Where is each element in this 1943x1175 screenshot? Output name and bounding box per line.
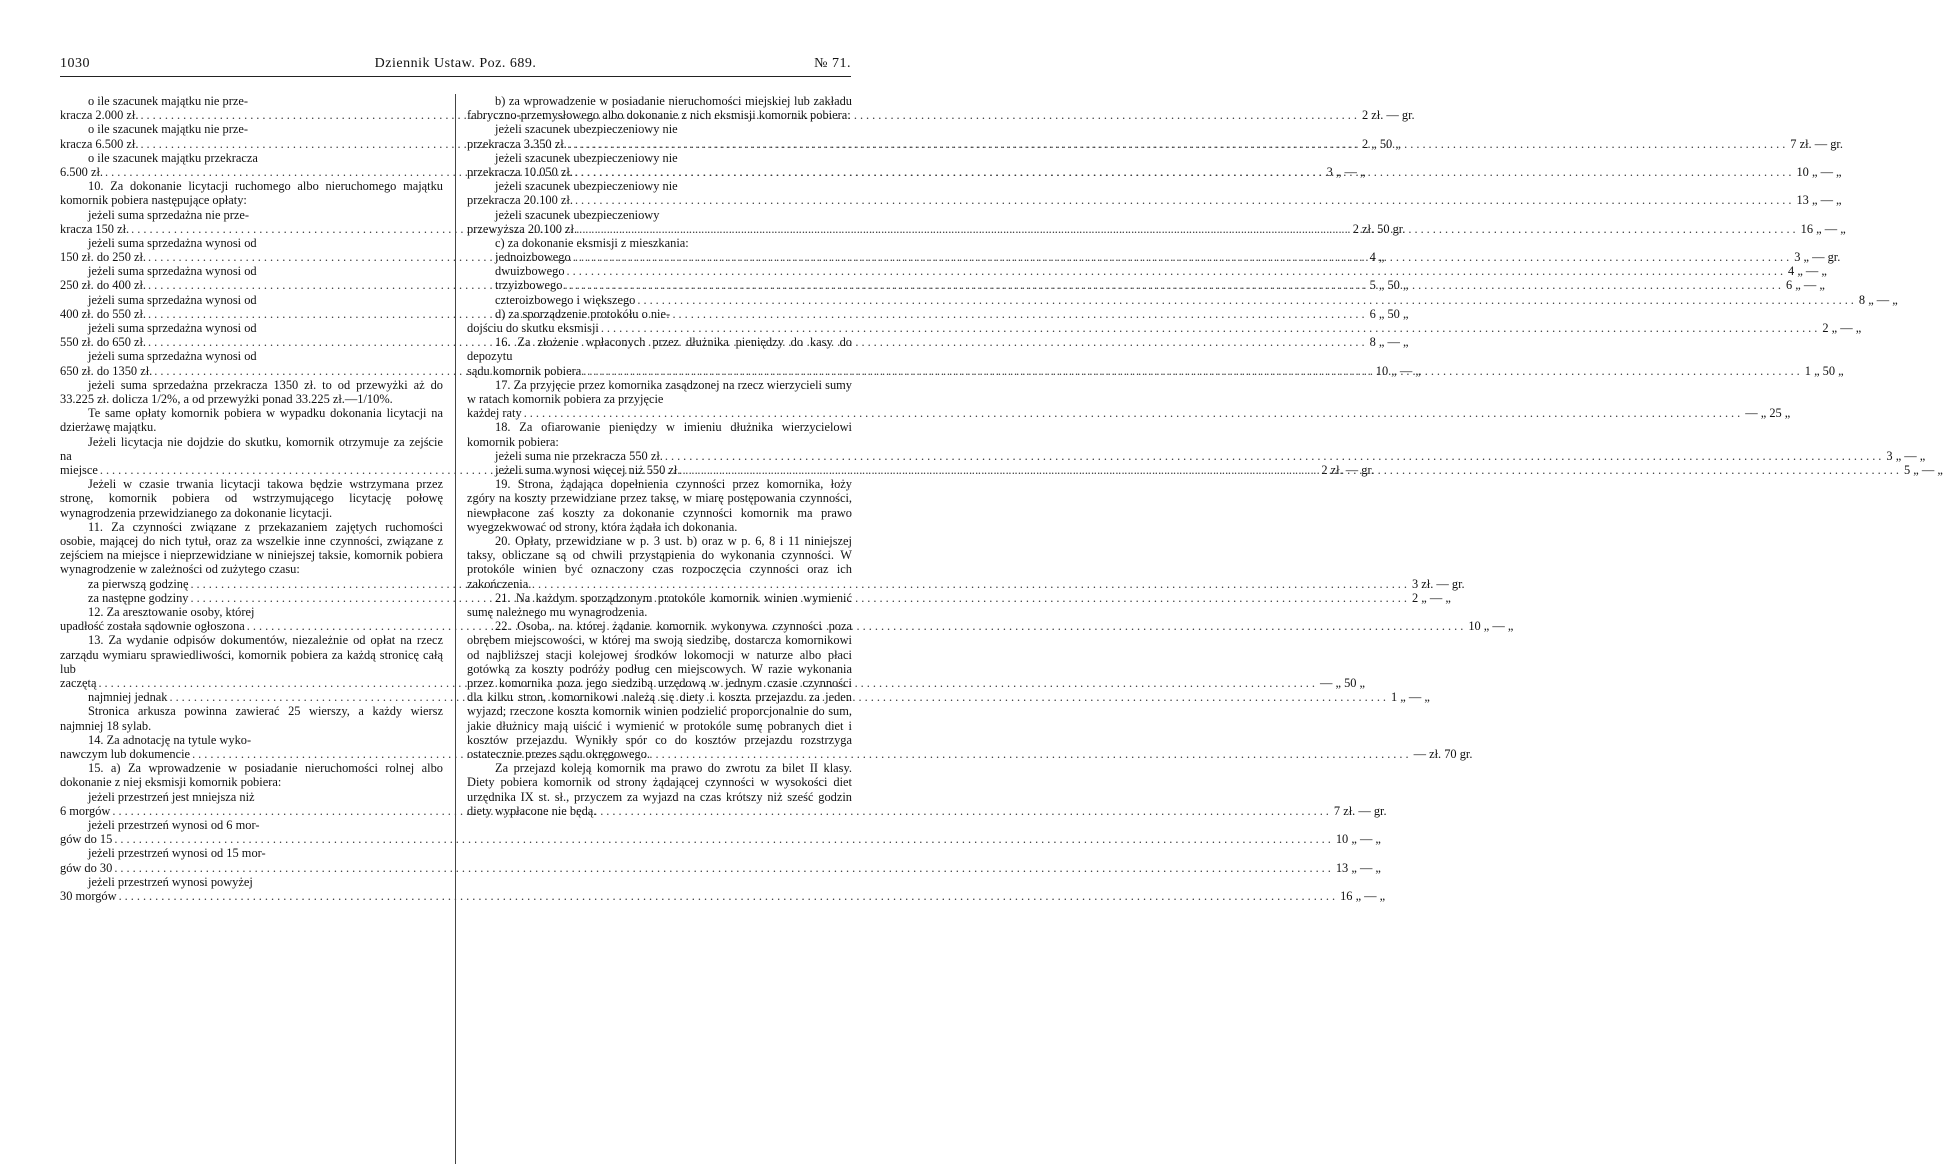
tariff-line-text: 550 zł. do 650 zł. (60, 335, 147, 350)
tariff-line (467, 448, 1926, 463)
tariff-line-text: za następne godziny (88, 590, 189, 605)
tariff-line-text: najmniej jednak (88, 690, 168, 705)
tariff-line-text: upadłość została sądownie ogłoszona (60, 619, 245, 634)
dot-leader (581, 364, 1805, 378)
tariff-amount: 3 zł. — gr. (1411, 576, 1465, 591)
tariff-amount: 8 „ — „ (1858, 292, 1898, 307)
tariff-amount: 5 „ 50 „ (1369, 278, 1409, 293)
tariff-line (467, 292, 1898, 307)
tariff-line-text: kracza 2.000 zł. (60, 108, 139, 123)
dot-leader (635, 293, 1859, 307)
tariff-line-text: jeżeli szacunek ubezpieczeniowy nie (495, 122, 678, 137)
paragraph: 20. Opłaty, przewidziane w p. 3 ust. b) oraz w p. 6, 8 i 11 niniejszej taksy, obliczane są od chwili przystąpienia do wykonania czynności. W protokóle winien być oznaczony czas rozpoczęcia czynności oraz ich zakończenia. (467, 534, 852, 591)
tariff-amount: 2 zł. 50 gr. (1352, 221, 1406, 236)
paragraph: Stronica arkusza powinna zawierać 25 wierszy, a każdy wiersz najmniej 18 sylab. (60, 704, 443, 733)
tariff-line-text: przekracza 10.050 zł. (467, 164, 573, 179)
tariff-amount: 10 „ — „ (1796, 164, 1842, 179)
tariff-line (60, 803, 1387, 818)
tariff-amount: — „ 50 „ (1319, 675, 1366, 690)
tariff-line (467, 122, 852, 136)
dot-leader (565, 264, 1789, 278)
tariff-amount: 1 „ — „ (1391, 690, 1430, 705)
dot-leader (573, 165, 1797, 179)
tariff-line (467, 321, 1862, 336)
tariff-line-text: jeżeli szacunek ubezpieczeniowy nie (495, 179, 678, 194)
tariff-line (60, 236, 443, 250)
tariff-line (467, 151, 852, 165)
tariff-line-text: 6.500 zł. (60, 164, 104, 179)
tariff-line-text: jeżeli suma sprzedażna wynosi od (88, 349, 257, 364)
tariff-line (60, 619, 1514, 634)
tariff-line-text: dwuizbowego (495, 264, 565, 279)
paragraph: 14. Za adnotację na tytule wyko- (88, 732, 252, 747)
paragraph: 15. a) Za wprowadzenie w posiadanie nieruchomości rolnej albo dokonanie z niej eksmisji komornik pobiera: (60, 761, 443, 790)
tariff-line-text: przekracza 20.100 zł. (467, 193, 573, 208)
tariff-line-text: przekracza 3.350 zł. (467, 136, 567, 151)
paragraph: 21. Na każdym sporządzonym protokóle komornik winien wymienić sumę należnego mu wynagrodzenia. (467, 590, 852, 620)
tariff-line (60, 675, 1366, 690)
tariff-amount: 2 zł. — gr. (1361, 108, 1415, 123)
tariff-line (467, 406, 1791, 421)
tariff-amount: 4 „ — „ (1788, 264, 1827, 279)
tariff-amount: 2 zł. — gr. (1321, 463, 1375, 477)
paragraph: 22. Osoba, na której żądanie komornik wykonywa czynności poza obrębem miejscowości, w której ma swoją siedzibę, dostarcza komornikowi od najbliższej stacji kolejowej środków lokomocji w naturze albo płaci gotówką za koszty podróży podług cen miejscowych. W razie wykonania przez komornika poza jego siedzibą urzędową w jednym czasie czynności dla kilku stron, komornikowi należą się diety i koszta przejazdu za jeden wyjazd; rzeczone koszta komornik winien podzielić proporcjonalnie do sum, jakie dłużnicy mają uiścić i wymienić w protokóle sumę pobranych diet i kosztów przejazdu. Wynikły spór co do kosztów przejazdu rozstrzyga ostatecznie prezes sądu okręgowego. (467, 619, 852, 762)
tariff-line-text: miejsce (60, 463, 98, 477)
paragraph: 13. Za wydanie odpisów dokumentów, niezależnie od opłat na rzecz zarządu wymiaru sprawiedliwości, komornik pobiera za każdą stronicę całą lub (60, 633, 443, 676)
tariff-amount: 1 „ 50 „ (1804, 363, 1844, 378)
paragraph: 18. Za ofiarowanie pieniędzy w imieniu dłużnika wierzycielowi komornik pobiera: (467, 420, 852, 449)
tariff-line-text: każdej raty (467, 406, 522, 421)
tariff-amount: 10 „ — „ (1375, 363, 1421, 378)
tariff-amount: 6 „ — „ (1785, 278, 1825, 293)
tariff-line (467, 179, 852, 193)
tariff-amount: 3 „ — „ (1326, 164, 1366, 179)
tariff-line-text: o ile szacunek majątku przekracza (88, 150, 258, 165)
tariff-line (60, 151, 443, 165)
tariff-amount: 13 „ — „ (1335, 860, 1381, 875)
tariff-amount: 3 „ — „ (1886, 448, 1926, 463)
paragraph: Za przejazd koleją komornik ma prawo do zwrotu za bilet II klasy. Diety pobiera komornik od strony żądającej czynności w wysokości diet urzędnika IX st. sł., przyczem za wyjazd na czas krótszy niż sześć godzin diety wypłacone nie będą. (467, 761, 852, 818)
tariff-line (467, 250, 1841, 265)
tariff-line (467, 208, 852, 222)
tariff-line (467, 193, 1842, 208)
tariff-amount: 3 „ — gr. (1794, 250, 1841, 265)
column-divider (455, 94, 456, 1164)
dot-leader (522, 406, 1746, 420)
tariff-line-text: gów do 30 (60, 860, 113, 875)
dot-leader (663, 449, 1887, 463)
tariff-amount: 5 „ — „ (1904, 463, 1943, 477)
tariff-line (467, 164, 1842, 179)
tariff-line-text: zaczętą (60, 675, 97, 690)
tariff-amount: — zł. 70 gr. (1413, 746, 1473, 761)
tariff-amount: 10 „ — „ (1335, 832, 1381, 847)
tariff-line-text: kracza 6.500 zł. (60, 136, 139, 151)
tariff-line (467, 264, 1827, 279)
dot-leader (562, 278, 1786, 292)
tariff-line-text: 30 morgów (60, 888, 117, 903)
tariff-line (60, 875, 443, 889)
dot-leader (571, 250, 1795, 264)
journal-title: Dziennik Ustaw. Poz. 689. (374, 56, 537, 71)
tariff-amount: 13 „ — „ (1796, 193, 1842, 208)
page-header (60, 56, 851, 76)
paragraph: 10. Za dokonanie licytacji ruchomego albo nieruchomego majątku komornik pobiera następujące opłaty: (60, 179, 443, 208)
tariff-amount: 16 „ — „ (1800, 221, 1846, 236)
tariff-line-text: 250 zł. do 400 zł. (60, 278, 147, 293)
tariff-amount: 10 „ — „ (1468, 619, 1514, 634)
tariff-line (60, 349, 443, 363)
tariff-line (60, 576, 1465, 591)
dot-leader (680, 463, 1904, 477)
tariff-line-text: czteroizbowego i większego (495, 292, 636, 307)
tariff-line-text: 650 zł. do 1350 zł. (60, 363, 153, 378)
tariff-line (60, 746, 1473, 761)
tariff-line-text: jeżeli przestrzeń wynosi od 15 mor- (88, 846, 266, 861)
tariff-line (60, 94, 443, 108)
tariff-amount: 6 „ 50 „ (1369, 306, 1409, 321)
tariff-line-text: 6 morgów (60, 803, 111, 818)
tariff-line-text: 150 zł. do 250 zł. (60, 250, 147, 265)
tariff-line-text: o ile szacunek majątku nie prze- (88, 122, 248, 137)
tariff-line-text: gów do 15 (60, 832, 113, 847)
tariff-line-text: o ile szacunek majątku nie prze- (88, 94, 248, 108)
tariff-amount: 7 zł. — gr. (1790, 136, 1843, 151)
tariff-line (60, 888, 1386, 903)
dot-leader (567, 137, 1791, 151)
dot-leader (577, 222, 1801, 236)
tariff-line-text: trzyizbowego (495, 278, 563, 293)
paragraph: 12. Za aresztowanie osoby, której (88, 604, 255, 619)
tariff-amount: 2 „ 50 „ (1361, 136, 1401, 151)
tariff-line-text: d) za sporządzenie protokółu o nie- (495, 306, 671, 321)
dot-leader (112, 861, 1336, 875)
paragraph: 16. Za złożenie wpłaconych przez dłużnika pieniędzy do kasy do depozytu (467, 335, 852, 364)
tariff-line-text: c) za dokonanie eksmisji z mieszkania: (495, 235, 689, 250)
tariff-line (60, 321, 443, 335)
tariff-amount: 2 „ — „ (1412, 590, 1451, 605)
tariff-line-text: za pierwszą godzinę (88, 576, 189, 591)
tariff-line-text: jeżeli suma wynosi więcej niż 550 zł. (495, 463, 681, 477)
tariff-line-text: nawczym lub dokumencie (60, 746, 191, 761)
tariff-amount: 16 „ — „ (1340, 888, 1386, 903)
tariff-line (467, 236, 852, 250)
tariff-line (60, 790, 443, 804)
tariff-line (60, 860, 1381, 875)
paragraph: Jeżeli w czasie trwania licytacji takowa będzie wstrzymana przez stronę, komornik pobiera od wstrzymującego licytację połowę wynagrodzenia przewidzianego za dokonanie licytacji. (60, 477, 443, 520)
tariff-amount: — „ 25 „ (1745, 406, 1791, 421)
paragraph: Jeżeli licytacja nie dojdzie do skutku, komornik otrzymuje za zejście na (60, 434, 443, 463)
paragraph: Te same opłaty komornik pobiera w wypadku dokonania licytacji na dzierżawę majątku. (60, 406, 443, 435)
issue-number: № 71. (814, 56, 851, 71)
tariff-line-text: 400 zł. do 550 zł. (60, 306, 147, 321)
tariff-line (60, 690, 1430, 705)
paragraph: 19. Strona, żądająca dopełnienia czynności przez komornika, łoży zgóry na koszty przewidziane przez taksę, w miarę postępowania czynności, niewpłacone zaś koszty za dokonanie czynności komornik ma prawo wyegzekwować od strony, która żądała ich dokonania. (467, 477, 852, 534)
paragraph: 17. Za przyjęcie przez komornika zasądzonej na rzecz wierzycieli sumy w ratach komornik pobiera za przyjęcie (467, 377, 852, 407)
paragraph: jeżeli suma sprzedażna przekracza 1350 zł. to od przewyżki aż do 33.225 zł. dolicza 1/2%, a od przewyżki ponad 33.225 zł.—1/10%. (60, 377, 443, 406)
tariff-line-text: jeżeli suma sprzedażna wynosi od (88, 235, 257, 250)
tariff-line-text: jeżeli suma sprzedażna wynosi od (88, 292, 257, 307)
dot-leader (112, 832, 1336, 846)
tariff-line-text: jeżeli suma nie przekracza 550 zł. (495, 448, 663, 463)
tariff-line (60, 293, 443, 307)
tariff-line-text: jeżeli suma sprzedażna nie prze- (88, 207, 249, 222)
tariff-line-text: jeżeli suma sprzedażna wynosi od (88, 264, 257, 279)
tariff-amount: 4 „ (1369, 250, 1385, 265)
tariff-line-text: jeżeli przestrzeń wynosi od 6 mor- (88, 817, 260, 832)
tariff-line-text: sądu komornik pobiera (467, 363, 582, 378)
dot-leader (573, 193, 1797, 207)
tariff-line-text: jeżeli przestrzeń wynosi powyżej (88, 874, 253, 889)
tariff-line (60, 846, 443, 860)
tariff-line (60, 264, 443, 278)
page-number: 1030 (60, 56, 90, 71)
tariff-amount: 2 „ — „ (1822, 321, 1862, 336)
dot-leader (245, 619, 1469, 633)
dot-leader (117, 889, 1341, 903)
tariff-amount: 8 „ — „ (1369, 335, 1409, 350)
tariff-line (467, 307, 852, 321)
tariff-line-text: przewyższa 20.100 zł. (467, 221, 578, 236)
tariff-line-text: jeżeli przestrzeń jest mniejsza niż (88, 789, 255, 804)
tariff-line (60, 208, 443, 222)
tariff-line-text: dojściu do skutku eksmisji (467, 321, 599, 336)
dot-leader (599, 321, 1823, 335)
paragraph: 11. Za czynności związane z przekazaniem zajętych ruchomości osobie, mającej do nich tytuł, oraz za wszelkie inne czynności, związane z zejściem na miejsce i nieprzewidziane w niniejszej taksie, komornik pobiera wynagrodzenie w zależności od zużytego czasu: (60, 519, 443, 577)
tariff-line-text: jeżeli szacunek ubezpieczeniowy (495, 207, 660, 222)
tariff-line-text: jeżeli szacunek ubezpieczeniowy nie (495, 150, 678, 165)
tariff-line-text: jeżeli suma sprzedażna wynosi od (88, 321, 257, 336)
tariff-line (60, 818, 443, 832)
tariff-line (60, 122, 443, 136)
tariff-line (60, 832, 1381, 847)
header-rule (60, 76, 851, 77)
tariff-line-text: kracza 150 zł. (60, 221, 130, 236)
tariff-amount: 7 zł. — gr. (1333, 803, 1387, 818)
paragraph: b) za wprowadzenie w posiadanie nieruchomości miejskiej lub zakładu fabryczno-przemysłowego albo dokonanie z nich eksmisji komornik pobiera: (467, 94, 852, 123)
tariff-line-text: jednoizbowego (495, 250, 571, 265)
